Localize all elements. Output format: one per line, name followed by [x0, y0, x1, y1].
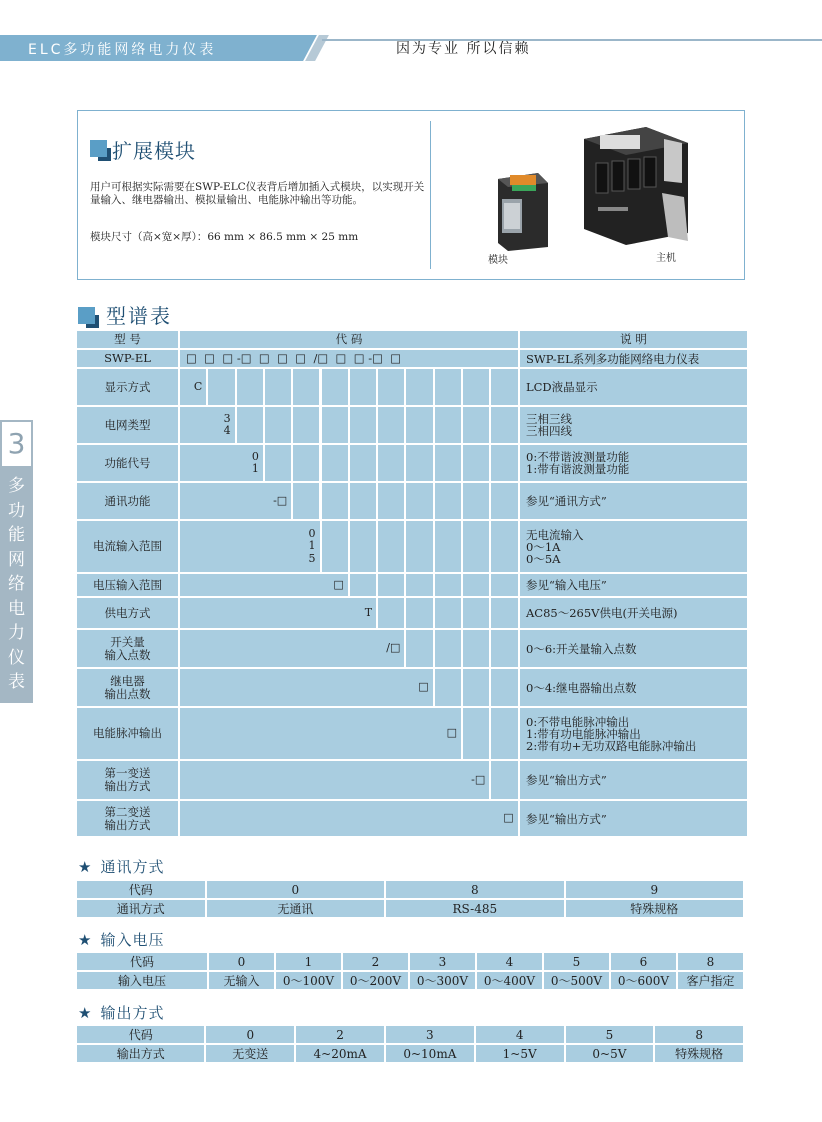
spec-row-empty-cell: [378, 445, 404, 481]
spec-row-empty-cell: [322, 521, 348, 572]
spec-row-empty-cell: [237, 369, 263, 405]
chapter-label-char: 能: [8, 525, 25, 545]
voltage-cell: 0～600V: [611, 972, 676, 989]
spec-row-empty-cell: [435, 598, 461, 628]
spec-row-label: 电流输入范围: [77, 521, 178, 572]
star-icon: ★: [78, 931, 93, 949]
spec-row-empty-cell: [378, 369, 404, 405]
voltage-cell: 客户指定: [678, 972, 743, 989]
spec-row-code-value: T: [364, 605, 373, 619]
comm-table: [75, 879, 745, 919]
voltage-cell: 0～100V: [276, 972, 341, 989]
comm-cell: 无通讯: [207, 900, 384, 917]
spec-row-empty-cell: [463, 598, 489, 628]
module-product-image: [492, 169, 554, 251]
output-header: [77, 1026, 743, 1043]
spec-row-empty-cell: [491, 483, 517, 519]
spec-row-empty-cell: [237, 407, 263, 443]
spec-row-empty-cell: [378, 598, 404, 628]
spec-row-empty-cell: [435, 630, 461, 667]
voltage-row: [77, 972, 743, 989]
spec-row-code-value: C: [193, 379, 203, 393]
voltage-cell: 0～300V: [410, 972, 475, 989]
output-table: [75, 1024, 745, 1064]
spec-row-label: 电压输入范围: [77, 574, 178, 596]
spec-row-empty-cell: [265, 369, 291, 405]
spec-row-code-value: □: [503, 811, 514, 825]
star-icon: ★: [78, 858, 93, 876]
spec-row-empty-cell: [378, 407, 404, 443]
spec-row-empty-cell: [406, 574, 432, 596]
section-square-icon: [78, 307, 95, 324]
spec-row-empty-cell: [435, 669, 461, 706]
spec-row-code-value: -□: [273, 493, 288, 507]
spec-row-label: 显示方式: [77, 369, 178, 405]
spec-title: 型谱表: [106, 304, 172, 328]
comm-title: [78, 856, 164, 877]
spec-row-empty-cell: [322, 407, 348, 443]
spec-row-label: 继电器 输出点数: [77, 669, 178, 706]
spec-header-desc: 说 明: [520, 331, 747, 348]
spec-row-label: 开关量 输入点数: [77, 630, 178, 667]
spec-row-empty-cell: [463, 445, 489, 481]
spec-row-empty-cell: [435, 574, 461, 596]
chapter-label-char: 功: [8, 500, 25, 521]
spec-row-empty-cell: [293, 445, 319, 481]
spec-row-label: 电能脉冲输出: [77, 708, 178, 759]
spec-header-code: 代 码: [180, 331, 518, 348]
spec-row-empty-cell: [293, 483, 319, 519]
voltage-title: [78, 929, 164, 950]
spec-row-empty-cell: [293, 407, 319, 443]
module-title: 扩展模块: [112, 139, 196, 163]
chapter-label-char: 表: [8, 672, 25, 692]
spec-row-code-value: 3 4: [223, 411, 231, 437]
chapter-label-char: 力: [8, 623, 25, 643]
spec-row-label: 功能代号: [77, 445, 178, 481]
voltage-cell: 5: [544, 953, 609, 970]
spec-row-empty-cell: [435, 445, 461, 481]
spec-row-empty-cell: [491, 407, 517, 443]
module-dimensions: 模块尺寸（高×宽×厚）：66 mm × 86.5 mm × 25 mm: [90, 231, 359, 243]
spec-row-empty-cell: [463, 708, 489, 759]
spec-row-empty-cell: [491, 598, 517, 628]
output-cell: 无变送: [206, 1045, 294, 1062]
comm-title-text: 通讯方式: [100, 858, 165, 876]
comm-cell: 通讯方式: [77, 900, 205, 917]
header-slogan: 因为专业 所以信赖: [396, 41, 531, 57]
spec-row-empty-cell: [491, 761, 517, 799]
module-description: 用户可根据实际需要在SWP-ELC仪表背后增加插入式模块，以实现开关量输入、继电器输出、模拟量输出、电能脉冲输出等功能。: [90, 181, 425, 206]
spec-row-label: 第二变送 输出方式: [77, 801, 178, 836]
spec-row-desc: 参见“输出方式”: [520, 761, 747, 799]
comm-row: [77, 900, 743, 917]
spec-row-empty-cell: [491, 708, 517, 759]
chapter-label-char: 多: [8, 476, 25, 496]
spec-row-empty-cell: [406, 407, 432, 443]
voltage-cell: 2: [343, 953, 408, 970]
spec-row-desc: 0:不带谐波测量功能 1:带有谐波测量功能: [520, 445, 747, 481]
spec-row-empty-cell: [463, 369, 489, 405]
module-caption: 模块: [488, 255, 508, 266]
chapter-side-tab: [0, 420, 33, 703]
spec-row-empty-cell: [406, 598, 432, 628]
spec-row-empty-cell: [435, 521, 461, 572]
chapter-number: 3: [0, 420, 33, 468]
output-cell: 4~20mA: [296, 1045, 384, 1062]
output-cell: 代码: [77, 1026, 204, 1043]
output-cell: 特殊规格: [655, 1045, 743, 1062]
output-cell: 0: [206, 1026, 294, 1043]
output-cell: 0~5V: [566, 1045, 654, 1062]
spec-row-empty-cell: [265, 445, 291, 481]
spec-row-empty-cell: [208, 369, 234, 405]
spec-row-empty-cell: [406, 521, 432, 572]
spec-model-desc: SWP-EL系列多功能网络电力仪表: [520, 350, 747, 367]
spec-row-desc: 0～4:继电器输出点数: [520, 669, 747, 706]
spec-row-code-value: □: [446, 726, 457, 740]
spec-row-empty-cell: [350, 521, 376, 572]
spec-row-empty-cell: [491, 521, 517, 572]
comm-header: [77, 881, 743, 898]
voltage-cell: 0～500V: [544, 972, 609, 989]
voltage-header: [77, 953, 743, 970]
comm-cell: 0: [207, 881, 384, 898]
spec-row-empty-cell: [491, 630, 517, 667]
header-title: ELC多功能网络电力仪表: [28, 42, 217, 58]
output-row: [77, 1045, 743, 1062]
spec-row-code-cell: [180, 445, 263, 481]
spec-row-empty-cell: [378, 483, 404, 519]
spec-row-code-cell: [180, 761, 489, 799]
spec-row-code-value: /□: [386, 641, 401, 655]
spec-row-code-cell: [180, 708, 461, 759]
spec-row-empty-cell: [491, 669, 517, 706]
spec-header-model: 型 号: [77, 331, 178, 348]
page-header: [0, 35, 822, 65]
spec-model-code: □ □ □ -□ □ □ □ /□ □ □ -□ □: [180, 350, 518, 367]
spec-row-desc: 参见“通讯方式”: [520, 483, 747, 519]
voltage-cell: 0～400V: [477, 972, 542, 989]
spec-row-desc: 无电流输入 0～1A 0～5A: [520, 521, 747, 572]
spec-row-empty-cell: [350, 407, 376, 443]
spec-row-empty-cell: [435, 407, 461, 443]
spec-row-empty-cell: [406, 445, 432, 481]
spec-row-empty-cell: [491, 574, 517, 596]
voltage-title-text: 输入电压: [100, 931, 165, 949]
spec-row-code-cell: [180, 521, 320, 572]
main-unit-caption: 主机: [656, 253, 676, 264]
output-cell: 3: [386, 1026, 474, 1043]
spec-row-empty-cell: [378, 574, 404, 596]
spec-row-empty-cell: [435, 483, 461, 519]
spec-row-desc: 参见“输入电压”: [520, 574, 747, 596]
spec-row-empty-cell: [463, 669, 489, 706]
chapter-label-char: 络: [8, 574, 25, 594]
voltage-cell: 0～200V: [343, 972, 408, 989]
output-cell: 1~5V: [476, 1045, 564, 1062]
output-cell: 4: [476, 1026, 564, 1043]
voltage-cell: 6: [611, 953, 676, 970]
spec-row-empty-cell: [463, 521, 489, 572]
spec-row-empty-cell: [406, 483, 432, 519]
spec-row-code-cell: [180, 369, 206, 405]
spec-row-empty-cell: [491, 445, 517, 481]
panel-divider: [430, 121, 431, 269]
spec-row-code-value: 0 1 5: [308, 526, 316, 565]
voltage-cell: 输入电压: [77, 972, 207, 989]
chapter-label-char: 仪: [8, 647, 25, 668]
main-unit-product-image: [576, 123, 696, 245]
spec-row-empty-cell: [293, 369, 319, 405]
output-title: [78, 1002, 164, 1023]
spec-row-empty-cell: [350, 483, 376, 519]
spec-row-empty-cell: [322, 369, 348, 405]
star-icon: ★: [78, 1004, 93, 1022]
spec-row-code-cell: [180, 598, 376, 628]
module-panel: [77, 110, 745, 280]
output-cell: 2: [296, 1026, 384, 1043]
comm-cell: 8: [386, 881, 563, 898]
spec-row-code-value: -□: [471, 772, 486, 786]
spec-row-label: 供电方式: [77, 598, 178, 628]
spec-row-code-cell: [180, 483, 291, 519]
spec-row-label: 电网类型: [77, 407, 178, 443]
comm-cell: 特殊规格: [566, 900, 743, 917]
output-title-text: 输出方式: [100, 1004, 165, 1022]
spec-row-empty-cell: [463, 483, 489, 519]
spec-row-code-cell: [180, 630, 404, 667]
spec-row-empty-cell: [463, 574, 489, 596]
output-cell: 0~10mA: [386, 1045, 474, 1062]
voltage-cell: 0: [209, 953, 274, 970]
comm-cell: RS-485: [386, 900, 563, 917]
spec-row-desc: LCD液晶显示: [520, 369, 747, 405]
output-cell: 输出方式: [77, 1045, 204, 1062]
spec-row-empty-cell: [322, 483, 348, 519]
voltage-cell: 3: [410, 953, 475, 970]
spec-row-empty-cell: [463, 407, 489, 443]
spec-row-desc: 0:不带电能脉冲输出 1:带有功电能脉冲输出 2:带有功+无功双路电能脉冲输出: [520, 708, 747, 759]
section-square-icon: [90, 140, 107, 157]
spec-row-empty-cell: [491, 369, 517, 405]
spec-row-code-value: 0 1: [251, 449, 259, 475]
spec-row-label: 通讯功能: [77, 483, 178, 519]
spec-row-code-value: □: [333, 577, 344, 591]
voltage-cell: 8: [678, 953, 743, 970]
spec-row-code-cell: [180, 407, 235, 443]
comm-cell: 代码: [77, 881, 205, 898]
spec-row-empty-cell: [406, 369, 432, 405]
voltage-cell: 代码: [77, 953, 207, 970]
spec-row-empty-cell: [435, 369, 461, 405]
spec-row-code-cell: [180, 574, 348, 596]
spec-row-empty-cell: [350, 445, 376, 481]
spec-row-empty-cell: [406, 630, 432, 667]
spec-row-desc: 0～6:开关量输入点数: [520, 630, 747, 667]
voltage-cell: 1: [276, 953, 341, 970]
spec-row-desc: 参见“输出方式”: [520, 801, 747, 836]
voltage-table: [75, 951, 745, 991]
spec-row-empty-cell: [350, 369, 376, 405]
spec-row-empty-cell: [463, 630, 489, 667]
output-cell: 5: [566, 1026, 654, 1043]
spec-row-code-cell: [180, 669, 433, 706]
spec-row-code-cell: [180, 801, 518, 836]
comm-cell: 9: [566, 881, 743, 898]
voltage-cell: 4: [477, 953, 542, 970]
voltage-cell: 无输入: [209, 972, 274, 989]
chapter-label-char: 网: [8, 549, 25, 570]
chapter-label: [0, 474, 33, 695]
spec-row-code-value: □: [418, 680, 429, 694]
spec-row-empty-cell: [378, 521, 404, 572]
spec-row-label: 第一变送 输出方式: [77, 761, 178, 799]
spec-row-empty-cell: [350, 574, 376, 596]
spec-row-desc: AC85～265V供电(开关电源): [520, 598, 747, 628]
spec-row-empty-cell: [322, 445, 348, 481]
chapter-label-char: 电: [8, 598, 25, 619]
spec-row-desc: 三相三线 三相四线: [520, 407, 747, 443]
spec-model-cell: SWP-EL: [77, 350, 178, 367]
spec-row-empty-cell: [265, 407, 291, 443]
output-cell: 8: [655, 1026, 743, 1043]
